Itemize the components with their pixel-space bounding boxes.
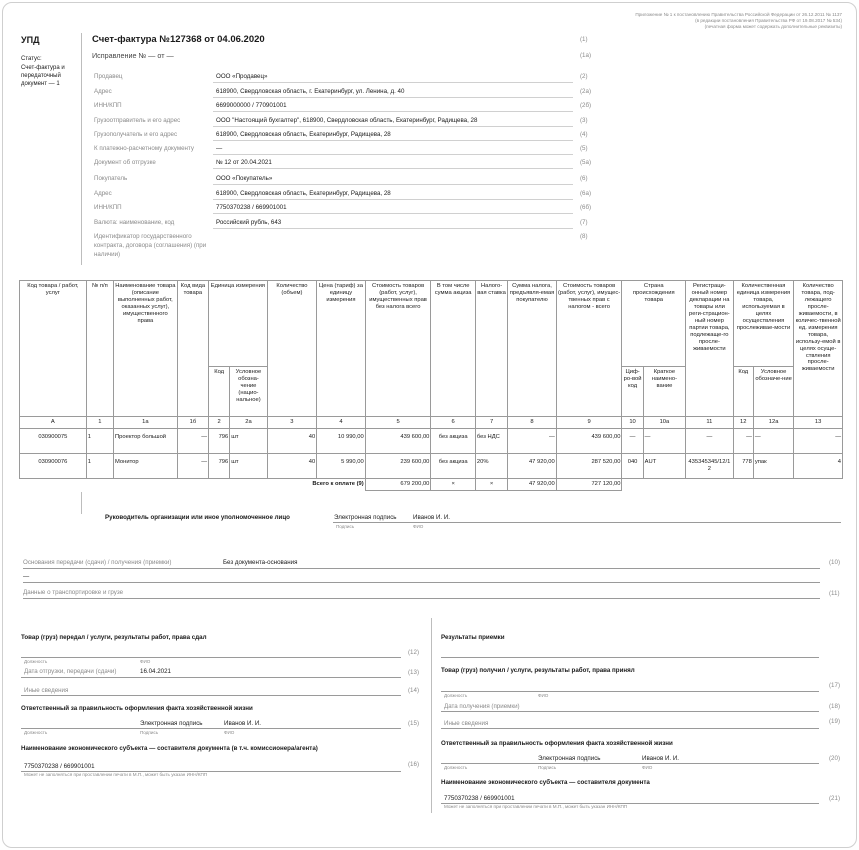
field-label: ИНН/КПП bbox=[94, 102, 122, 109]
total-tax: 47 920,00 bbox=[508, 479, 557, 491]
table-cell: 030900076 bbox=[20, 454, 87, 479]
field-code: (6а) bbox=[580, 190, 592, 197]
right-recv: Дата получения (приемки) bbox=[444, 703, 520, 710]
field-value: 618900, Свердловская область, г. Екатеринбург, ул. Ленина, д. 40 bbox=[216, 88, 405, 95]
right-cap-sign: Подпись bbox=[538, 765, 557, 770]
table-cell: без НДС bbox=[475, 429, 507, 454]
table-cell: без акциза bbox=[431, 429, 475, 454]
th-trace-unit: Количественная единица измерения товара, используемая в целях осуществления прослеживае-мости bbox=[733, 281, 794, 367]
right-note: Может не заполняться при проставлении печати в М.П., может быть указан ИНН/КПП bbox=[444, 804, 628, 809]
field-value: ООО "Настоящий бухгалтер", 618900, Свердловская область, Екатеринбург, Радищева, 28 bbox=[216, 117, 478, 124]
status-divider bbox=[81, 33, 82, 265]
table-cell: 40 bbox=[267, 454, 317, 479]
field-label: Валюта: наименование, код bbox=[94, 219, 175, 226]
table-cell: без акциза bbox=[431, 454, 475, 479]
table-cell: 435345345/12/12 bbox=[686, 454, 734, 479]
table-left-divider bbox=[81, 492, 82, 514]
left-entity: Наименование экономического субъекта — составителя документа (в т.ч. комиссионера/агента) bbox=[21, 745, 318, 752]
field-label: Адрес bbox=[94, 190, 112, 197]
column-number: 1а bbox=[114, 417, 178, 429]
transport-code: (11) bbox=[829, 590, 840, 597]
field-value: 618900, Свердловская область, Екатеринбург, Радищева, 28 bbox=[216, 190, 391, 197]
basis-dash: — bbox=[23, 573, 30, 580]
th-trace-qty: Количество товара, под-лежащего просле-живаемости, в количес-твенной ед. измерения товара, использу-емой в целях осуще-ствления просле-живаемости bbox=[794, 281, 843, 417]
field-code: (8) bbox=[580, 233, 588, 240]
table-cell: 287 520,00 bbox=[556, 454, 622, 479]
left-other: Иные сведения bbox=[24, 687, 69, 694]
table-cell: — bbox=[686, 429, 734, 454]
table-cell: 40 bbox=[267, 429, 317, 454]
column-numbers-row bbox=[20, 417, 843, 429]
table-cell: Монитор bbox=[114, 454, 178, 479]
field-value: ООО «Покупатель» bbox=[216, 175, 273, 182]
right-c21: (21) bbox=[829, 795, 841, 802]
total-excise: × bbox=[431, 479, 475, 491]
left-cap-fio: ФИО bbox=[140, 659, 151, 664]
table-cell: 1 bbox=[86, 454, 113, 479]
column-number: 3 bbox=[267, 417, 317, 429]
field-code: (6б) bbox=[580, 204, 592, 211]
table-cell: 10 990,00 bbox=[317, 429, 366, 454]
column-number: 10 bbox=[622, 417, 643, 429]
table-row bbox=[20, 429, 843, 454]
field-label: Адрес bbox=[94, 88, 112, 95]
doc-type: УПД bbox=[21, 35, 40, 45]
field-label: Продавец bbox=[94, 73, 123, 80]
table-cell: 439 600,00 bbox=[365, 429, 431, 454]
document-page bbox=[2, 2, 857, 848]
right-cap-fio: ФИО bbox=[538, 693, 549, 698]
th-kind: Код вида товара bbox=[177, 281, 208, 417]
table-cell: 239 600,00 bbox=[365, 454, 431, 479]
head-label: Руководитель организации или иное уполномоченное лицо bbox=[105, 514, 290, 521]
right-c18: (18) bbox=[829, 703, 841, 710]
field-label: Грузоотправитель и его адрес bbox=[94, 117, 181, 124]
field-value: № 12 от 20.04.2021 bbox=[216, 159, 272, 166]
basis-label: Основания передачи (сдачи) / получения (приемки) bbox=[23, 559, 172, 566]
left-name: Иванов И. И. bbox=[224, 720, 262, 727]
field-value: ООО «Продавец» bbox=[216, 73, 268, 80]
total-row bbox=[20, 479, 843, 491]
right-c19: (19) bbox=[829, 718, 841, 725]
table-cell: 4 bbox=[794, 454, 843, 479]
field-code: (3) bbox=[580, 117, 588, 124]
total-rate: × bbox=[475, 479, 507, 491]
page-title: Счет-фактура №127368 от 04.06.2020 bbox=[92, 34, 265, 45]
table-cell: 796 bbox=[209, 454, 230, 479]
th-cost: Стоимость товаров (работ, услуг), имущественных прав без налога всего bbox=[365, 281, 431, 417]
column-number: 12 bbox=[733, 417, 753, 429]
head-name: Иванов И. И. bbox=[413, 514, 451, 521]
table-cell: — bbox=[794, 429, 843, 454]
right-sign: Электронная подпись bbox=[538, 755, 601, 762]
table-cell: — bbox=[643, 429, 685, 454]
column-number: 11 bbox=[686, 417, 734, 429]
th-country-code: Циф-ро-вой код bbox=[622, 367, 643, 417]
title-code: (1) bbox=[580, 36, 588, 43]
column-number: 5 bbox=[365, 417, 431, 429]
field-label: Покупатель bbox=[94, 175, 128, 182]
field-value: Российский рубль, 643 bbox=[216, 219, 282, 226]
table-cell: — bbox=[753, 429, 793, 454]
right-cap-fio-2: ФИО bbox=[642, 765, 653, 770]
table-cell: 030900075 bbox=[20, 429, 87, 454]
th-code: Код товара / работ, услуг bbox=[20, 281, 87, 417]
total-label: Всего к оплате (9) bbox=[20, 479, 366, 491]
left-c15: (15) bbox=[408, 720, 420, 727]
correction-code: (1а) bbox=[580, 52, 592, 59]
table-cell: 1 bbox=[86, 429, 113, 454]
ship-date: 16.04.2021 bbox=[140, 668, 171, 675]
status-text: Счет-фактура и передаточный документ — 1 bbox=[21, 65, 65, 88]
column-number: 12а bbox=[753, 417, 793, 429]
column-number: 10а bbox=[643, 417, 685, 429]
table-cell: шт bbox=[230, 429, 267, 454]
table-cell: Проектор большой bbox=[114, 429, 178, 454]
table-cell: — bbox=[508, 429, 557, 454]
table-cell: 439 600,00 bbox=[556, 429, 622, 454]
left-resp: Ответственный за правильность оформления факта хозяйственной жизни bbox=[21, 705, 253, 712]
left-sign: Электронная подпись bbox=[140, 720, 203, 727]
th-rate: Налого-вая ставка bbox=[475, 281, 507, 417]
right-cap-pos-2: Должность bbox=[444, 765, 468, 770]
table-cell: AUT bbox=[643, 454, 685, 479]
table-cell: — bbox=[177, 454, 208, 479]
th-trace-code: Код bbox=[733, 367, 753, 417]
status-label: Статус: bbox=[21, 56, 42, 62]
th-excise: В том числе сумма акциза bbox=[431, 281, 475, 417]
th-unit-code: Код bbox=[209, 367, 230, 417]
field-code: (7) bbox=[580, 219, 588, 226]
table-row bbox=[20, 454, 843, 479]
column-number: А bbox=[20, 417, 87, 429]
field-code: (6) bbox=[580, 175, 588, 182]
goods-table bbox=[19, 280, 843, 491]
field-code: (2) bbox=[580, 73, 588, 80]
right-c17: (17) bbox=[829, 682, 841, 689]
field-code: (2а) bbox=[580, 88, 592, 95]
column-number: 8 bbox=[508, 417, 557, 429]
field-value: 6699000000 / 770901001 bbox=[216, 102, 287, 109]
field-value: — bbox=[216, 145, 223, 152]
th-reg: Регистраци-онный номер декларации на товары или реги-страцион-ный номер партии товара, подлежаще-го просле-живаемости bbox=[686, 281, 734, 417]
right-results: Результаты приемки bbox=[441, 634, 505, 641]
table-cell: — bbox=[622, 429, 643, 454]
transport-label: Данные о транспортировке и грузе bbox=[23, 589, 124, 596]
field-code: (2б) bbox=[580, 102, 592, 109]
left-cap-pos-2: Должность bbox=[24, 730, 48, 735]
left-cap-pos: Должность bbox=[24, 659, 48, 664]
th-tax: Сумма налога, предъявля-емая покупателю bbox=[508, 281, 557, 417]
field-label: Грузополучатель и его адрес bbox=[94, 131, 178, 138]
field-label: Документ об отгрузке bbox=[94, 159, 156, 166]
column-number: 1 bbox=[86, 417, 113, 429]
th-total: Стоимость товаров (работ, услуг), имущес-твенных прав с налогом - всего bbox=[556, 281, 622, 417]
th-country: Страна происхождения товара bbox=[622, 281, 686, 367]
header-note: Приложение № 1 к постановлению Правительства Российской Федерации от 26.12.2011 № 1137 (в редакции постановления Правительства РФ от 19.08.2017 № 534) (печатная форма может содержать дополнительные реквизиты) bbox=[635, 12, 842, 29]
column-number: 4 bbox=[317, 417, 366, 429]
left-title: Товар (груз) передал / услуги, результаты работ, права сдал bbox=[21, 634, 207, 641]
right-entity: Наименование экономического субъекта — составителя документа bbox=[441, 779, 650, 786]
left-note: Может не заполняться при проставлении печати в М.П., может быть указан ИНН/КПП bbox=[24, 772, 208, 777]
field-code: (4) bbox=[580, 131, 588, 138]
th-no: № п/п bbox=[86, 281, 113, 417]
bottom-divider bbox=[431, 618, 432, 813]
left-c16: (16) bbox=[408, 761, 420, 768]
field-value: 618900, Свердловская область, Екатеринбург, Радищева, 28 bbox=[216, 131, 391, 138]
left-c12: (12) bbox=[408, 649, 420, 656]
column-number: 13 bbox=[794, 417, 843, 429]
basis-value: Без документа-основания bbox=[223, 559, 298, 566]
th-unit: Единица измерения bbox=[209, 281, 268, 367]
left-c13: (13) bbox=[408, 669, 420, 676]
th-trace-name: Условное обозначе-ние bbox=[753, 367, 793, 417]
th-unit-name: Условное обозна-чение (нацио-нальное) bbox=[230, 367, 267, 417]
total-sum: 727 120,00 bbox=[556, 479, 622, 491]
table-cell: — bbox=[733, 429, 753, 454]
ship-label: Дата отгрузки, передачи (сдачи) bbox=[24, 668, 117, 675]
table-cell: — bbox=[177, 429, 208, 454]
right-inn: 7750370238 / 669901001 bbox=[444, 795, 515, 802]
field-code: (5) bbox=[580, 145, 588, 152]
left-cap-fio-2: ФИО bbox=[224, 730, 235, 735]
basis-code: (10) bbox=[829, 559, 841, 566]
field-value: 7750370238 / 669901001 bbox=[216, 204, 287, 211]
table-cell: 47 920,00 bbox=[508, 454, 557, 479]
table-cell: 20% bbox=[475, 454, 507, 479]
head-cap-name: ФИО bbox=[413, 524, 424, 529]
table-cell: упак bbox=[753, 454, 793, 479]
column-number: 2а bbox=[230, 417, 267, 429]
column-number: 7 bbox=[475, 417, 507, 429]
column-number: 9 bbox=[556, 417, 622, 429]
right-c20: (20) bbox=[829, 755, 841, 762]
column-number: 6 bbox=[431, 417, 475, 429]
field-label: Идентификатор государственного контракта, договора (соглашения) (при наличии) bbox=[94, 233, 207, 258]
th-country-name: Краткое наимено-вание bbox=[643, 367, 685, 417]
right-resp: Ответственный за правильность оформления факта хозяйственной жизни bbox=[441, 740, 673, 747]
field-label: ИНН/КПП bbox=[94, 204, 122, 211]
left-c14: (14) bbox=[408, 687, 420, 694]
th-qty: Количество (объем) bbox=[267, 281, 317, 417]
table-cell: 040 bbox=[622, 454, 643, 479]
right-other: Иные сведения bbox=[444, 720, 489, 727]
correction: Исправление № — от — bbox=[92, 51, 174, 60]
left-inn: 7750370238 / 669901001 bbox=[24, 763, 95, 770]
th-price: Цена (тариф) за единицу измерения bbox=[317, 281, 366, 417]
head-cap-sign: Подпись bbox=[336, 524, 355, 529]
head-sign: Электронная подпись bbox=[334, 514, 397, 521]
total-cost: 679 200,00 bbox=[365, 479, 431, 491]
column-number: 2 bbox=[209, 417, 230, 429]
right-cap-pos: Должность bbox=[444, 693, 468, 698]
right-title: Товар (груз) получил / услуги, результаты работ, права принял bbox=[441, 667, 635, 674]
th-name: Наименование товара (описание выполненных работ, оказанных услуг), имущественного права bbox=[114, 281, 178, 417]
right-name: Иванов И. И. bbox=[642, 755, 680, 762]
left-cap-sign: Подпись bbox=[140, 730, 159, 735]
field-code: (5а) bbox=[580, 159, 592, 166]
table-cell: 5 990,00 bbox=[317, 454, 366, 479]
table-cell: 778 bbox=[733, 454, 753, 479]
field-label: К платежно-расчетному документу bbox=[94, 145, 194, 152]
table-cell: 796 bbox=[209, 429, 230, 454]
column-number: 1б bbox=[177, 417, 208, 429]
table-cell: шт bbox=[230, 454, 267, 479]
